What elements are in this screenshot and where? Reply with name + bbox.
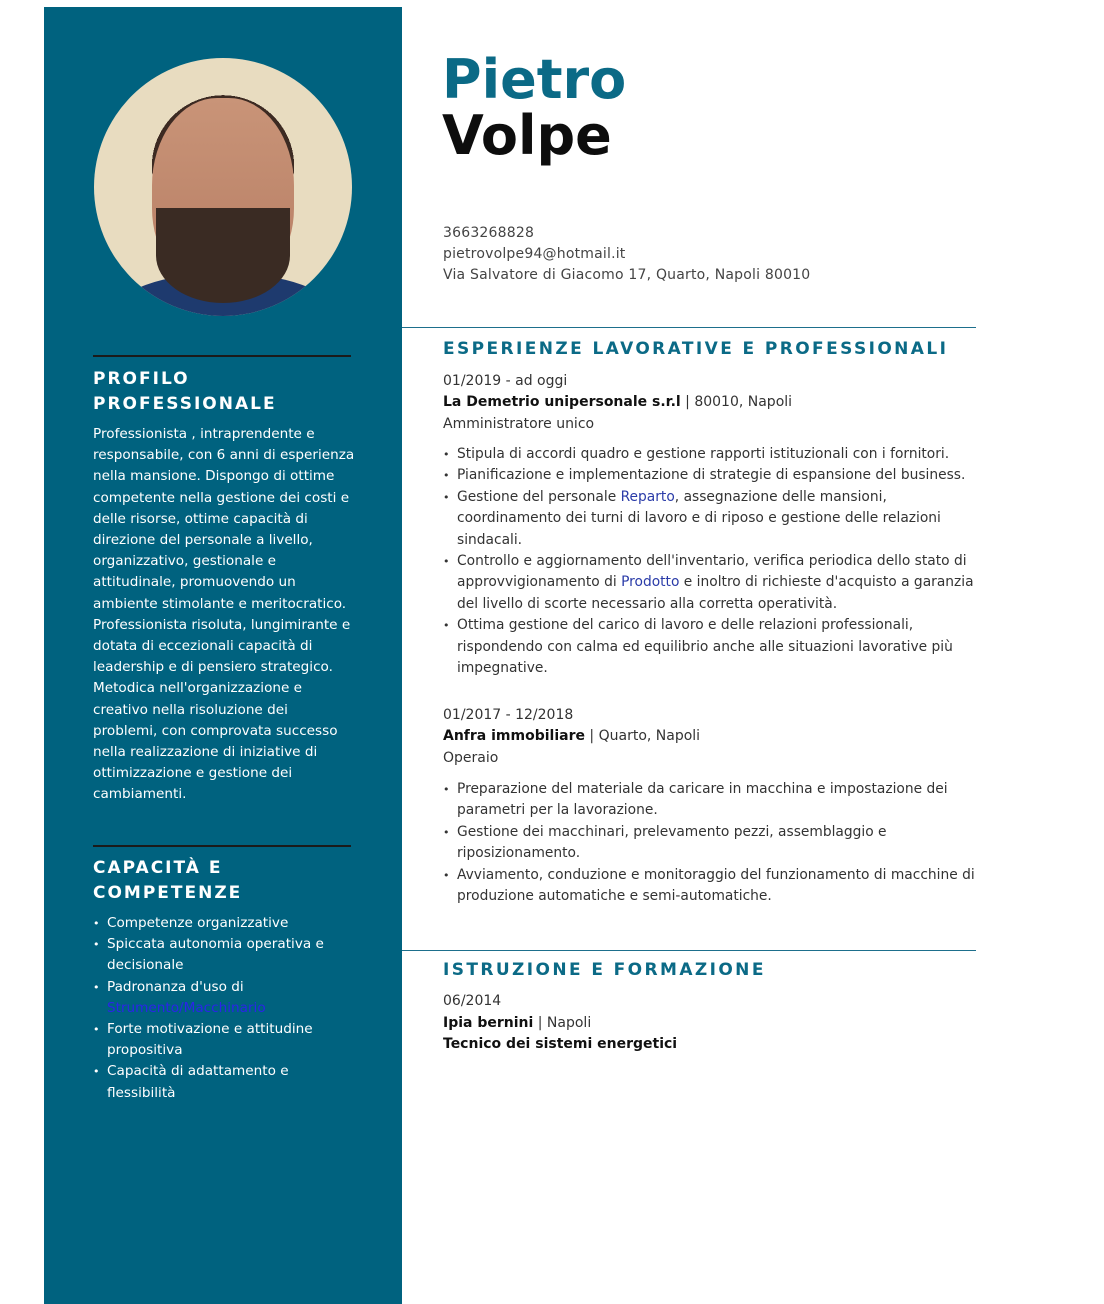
first-name: Pietro [442, 48, 627, 111]
last-name: Volpe [442, 104, 612, 167]
list-item: • Gestione del personale Reparto, assegnazione delle mansioni, coordinamento dei turni di lavoro e di riposo e gestione delle relazioni sindacali. [443, 487, 977, 551]
list-item: • Stipula di accordi quadro e gestione rapporti istituzionali con i fornitori. [443, 444, 977, 465]
job-company-line [443, 392, 792, 413]
list-item: • Ottima gestione del carico di lavoro e delle relazioni professionali, rispondendo con calma ed equilibrio anche alle situazioni lavorative più impegnative. [443, 615, 977, 679]
job-location: | Quarto, Napoli [584, 728, 701, 744]
education-location: | Napoli [533, 1015, 592, 1031]
section-divider [402, 950, 976, 951]
job-role: Amministratore unico [443, 416, 595, 432]
list-item: • Padronanza d'uso di Strumento/Macchinario [93, 977, 355, 1019]
placeholder-link[interactable]: Strumento/Macchinario [107, 999, 266, 1016]
list-item: • Spiccata autonomia operativa e decisionale [93, 934, 355, 976]
job-company-line [443, 726, 700, 747]
contact-address: Via Salvatore di Giacomo 17, Quarto, Napoli 80010 [443, 267, 811, 283]
list-item: • Capacità di adattamento e flessibilità [93, 1061, 355, 1103]
profile-photo [94, 58, 352, 316]
job-dates: 01/2019 - ad oggi [443, 373, 568, 389]
list-item: • Avviamento, conduzione e monitoraggio del funzionamento di macchine di produzione automatiche e semi-automatiche. [443, 865, 977, 908]
profile-heading: PROFILO PROFESSIONALE [93, 369, 277, 414]
job-location: | 80010, Napoli [680, 394, 793, 410]
list-item: • Preparazione del materiale da caricare in macchina e impostazione dei parametri per la lavorazione. [443, 779, 977, 822]
job-company: Anfra immobiliare [443, 728, 585, 744]
list-item: • Controllo e aggiornamento dell'inventario, verifica periodica dello stato di approvvigionamento di Prodotto e inoltro di richieste d'acquisto a garanzia del livello di scorte necessario alla corretta operatività. [443, 551, 977, 615]
profile-divider [93, 355, 351, 357]
profile-text: Professionista , intraprendente e responsabile, con 6 anni di esperienza nella mansione. Dispongo di ottime competente nella gestione dei costi e delle risorse, ottime capacità di direzione del personale a livello, organizzativo, gestionale e attitudinale, promuovendo un ambiente stimolante e meritocratico. Professionista risoluta, lungimirante e dotata di eccezionali capacità di leadership e di pensiero strategico. Metodica nell'organizzazione e creativo nella risoluzione dei problemi, con comprovata successo nella realizzazione di iniziative di ottimizzazione e gestione dei cambiamenti. [93, 426, 355, 803]
job-bullets [443, 779, 977, 907]
skills-heading: CAPACITÀ E COMPETENZE [93, 858, 243, 903]
placeholder-link[interactable]: Prodotto [621, 574, 680, 591]
skills-divider [93, 845, 351, 847]
sidebar [44, 7, 402, 1304]
job-company: La Demetrio unipersonale s.r.l [443, 394, 681, 410]
job-bullets [443, 444, 977, 679]
list-item: • Competenze organizzative [93, 913, 355, 934]
list-item: • Forte motivazione e attitudine propositiva [93, 1019, 355, 1061]
education-degree: Tecnico dei sistemi energetici [443, 1036, 678, 1052]
education-heading: ISTRUZIONE E FORMAZIONE [443, 960, 766, 980]
placeholder-link[interactable]: Reparto [620, 488, 675, 505]
education-date: 06/2014 [443, 993, 502, 1009]
contact-phone: 3663268828 [443, 225, 535, 241]
skills-list [93, 913, 355, 1104]
job-dates: 01/2017 - 12/2018 [443, 707, 574, 723]
list-item: • Pianificazione e implementazione di strategie di espansione del business. [443, 465, 977, 486]
job-role: Operaio [443, 750, 499, 766]
experience-heading: ESPERIENZE LAVORATIVE E PROFESSIONALI [443, 339, 949, 359]
education-school: Ipia bernini [443, 1015, 534, 1031]
contact-email: pietrovolpe94@hotmail.it [443, 246, 626, 262]
section-divider [402, 327, 976, 328]
education-school-line [443, 1013, 591, 1034]
list-item: • Gestione dei macchinari, prelevamento pezzi, assemblaggio e riposizionamento. [443, 822, 977, 865]
